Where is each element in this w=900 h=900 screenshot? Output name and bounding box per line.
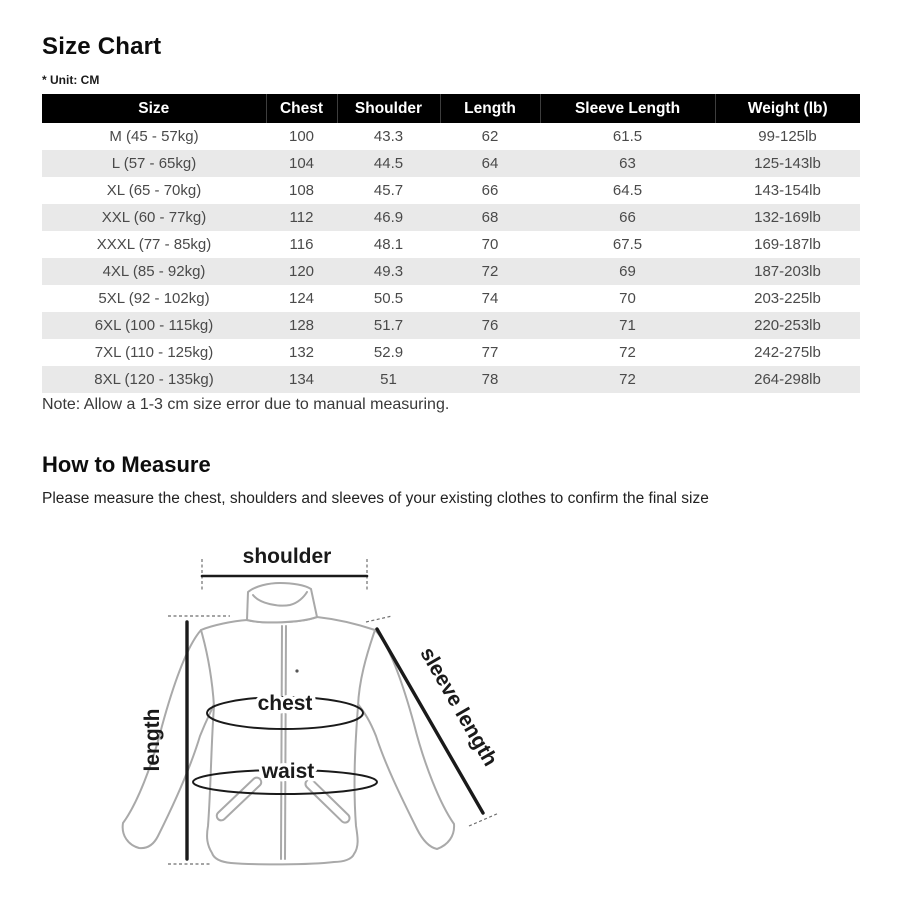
table-cell: 143-154lb (754, 182, 821, 199)
table-cell: 8XL (120 - 135kg) (94, 371, 214, 388)
table-cell: 62 (481, 128, 499, 145)
table-cell: 78 (481, 371, 499, 388)
table-cell: 45.7 (373, 182, 404, 199)
unit-note: * Unit: CM (42, 73, 100, 87)
table-cell: 108 (288, 182, 315, 199)
table-cell: 48.1 (373, 236, 404, 253)
table-row (42, 366, 860, 393)
table-cell: 72 (619, 371, 636, 388)
table-cell: 67.5 (612, 236, 643, 253)
chest-label: chest (257, 692, 313, 715)
table-cell: 70 (481, 236, 499, 253)
header-cell: Length (440, 94, 540, 123)
table-cell: 69 (619, 263, 636, 280)
table-cell: 74 (481, 290, 499, 307)
waist-label: waist (261, 760, 315, 783)
table-cell: 61.5 (612, 128, 643, 145)
table-cell: 5XL (92 - 102kg) (98, 290, 210, 307)
table-cell: XL (65 - 70kg) (106, 182, 202, 199)
table-cell: 51.7 (373, 317, 404, 334)
jacket-measure-diagram (95, 526, 565, 900)
table-cell: 132-169lb (754, 209, 821, 226)
table-cell: 134 (288, 371, 315, 388)
how-to-measure-subtitle: Please measure the chest, shoulders and sleeves of your existing clothes to confirm the final size (42, 490, 709, 507)
size-table (42, 94, 860, 393)
table-cell: 76 (481, 317, 499, 334)
header-cell: Shoulder (337, 94, 440, 123)
table-row (42, 177, 860, 204)
length-label: length (141, 708, 164, 772)
jacket-zipper-pull-dot (295, 669, 298, 672)
table-row (42, 231, 860, 258)
table-cell: 120 (288, 263, 315, 280)
table-cell: 242-275lb (754, 344, 821, 361)
jacket-left-sleeve-outline (123, 630, 214, 848)
table-cell: 128 (288, 317, 315, 334)
table-cell: 220-253lb (754, 317, 821, 334)
table-cell: 203-225lb (754, 290, 821, 307)
shoulder-label: shoulder (242, 545, 332, 568)
measure-note: Note: Allow a 1-3 cm size error due to manual measuring. (42, 396, 450, 413)
table-cell: 169-187lb (754, 236, 821, 253)
jacket-body-outline (201, 617, 375, 864)
table-cell: 264-298lb (754, 371, 821, 388)
table-cell: 99-125lb (758, 128, 817, 145)
table-row (42, 339, 860, 366)
sleeve-length-label: sleeve length (415, 643, 502, 771)
table-cell: XXL (60 - 77kg) (101, 209, 207, 226)
table-cell: 46.9 (373, 209, 404, 226)
table-cell: 66 (481, 182, 499, 199)
table-row (42, 285, 860, 312)
table-row (42, 204, 860, 231)
table-cell: 124 (288, 290, 315, 307)
table-cell: 63 (619, 155, 636, 172)
table-cell: XXXL (77 - 85kg) (96, 236, 212, 253)
table-cell: 7XL (110 - 125kg) (94, 344, 214, 361)
how-to-measure-title: How to Measure (42, 452, 211, 477)
table-cell: 4XL (85 - 92kg) (102, 263, 206, 280)
table-cell: 72 (619, 344, 636, 361)
table-header-row (42, 94, 860, 123)
table-row (42, 258, 860, 285)
header-cell: Weight (lb) (715, 94, 860, 123)
header-cell: Size (42, 94, 266, 123)
table-cell: 71 (619, 317, 636, 334)
table-cell: 104 (288, 155, 315, 172)
table-row (42, 150, 860, 177)
jacket-collar-outline (247, 583, 317, 622)
page-title: Size Chart (42, 33, 162, 60)
table-cell: 52.9 (373, 344, 404, 361)
table-cell: 64 (481, 155, 499, 172)
table-cell: 132 (288, 344, 315, 361)
table-cell: 49.3 (373, 263, 404, 280)
table-cell: 187-203lb (754, 263, 821, 280)
table-cell: 50.5 (373, 290, 404, 307)
table-cell: 44.5 (373, 155, 404, 172)
table-cell: 77 (481, 344, 499, 361)
table-cell: 64.5 (612, 182, 643, 199)
table-cell: 43.3 (373, 128, 404, 145)
table-cell: 116 (289, 236, 314, 253)
table-cell: 6XL (100 - 115kg) (94, 317, 214, 334)
header-cell: Chest (266, 94, 337, 123)
table-cell: 66 (619, 209, 636, 226)
table-row (42, 312, 860, 339)
table-cell: 51 (380, 371, 397, 388)
table-cell: 112 (289, 209, 314, 226)
header-cell: Sleeve Length (540, 94, 715, 123)
table-cell: 100 (288, 128, 315, 145)
table-cell: 68 (481, 209, 499, 226)
table-cell: M (45 - 57kg) (109, 128, 199, 145)
table-cell: 70 (619, 290, 636, 307)
table-cell: 125-143lb (754, 155, 821, 172)
table-row (42, 123, 860, 150)
table-cell: L (57 - 65kg) (111, 155, 197, 172)
table-cell: 72 (481, 263, 499, 280)
